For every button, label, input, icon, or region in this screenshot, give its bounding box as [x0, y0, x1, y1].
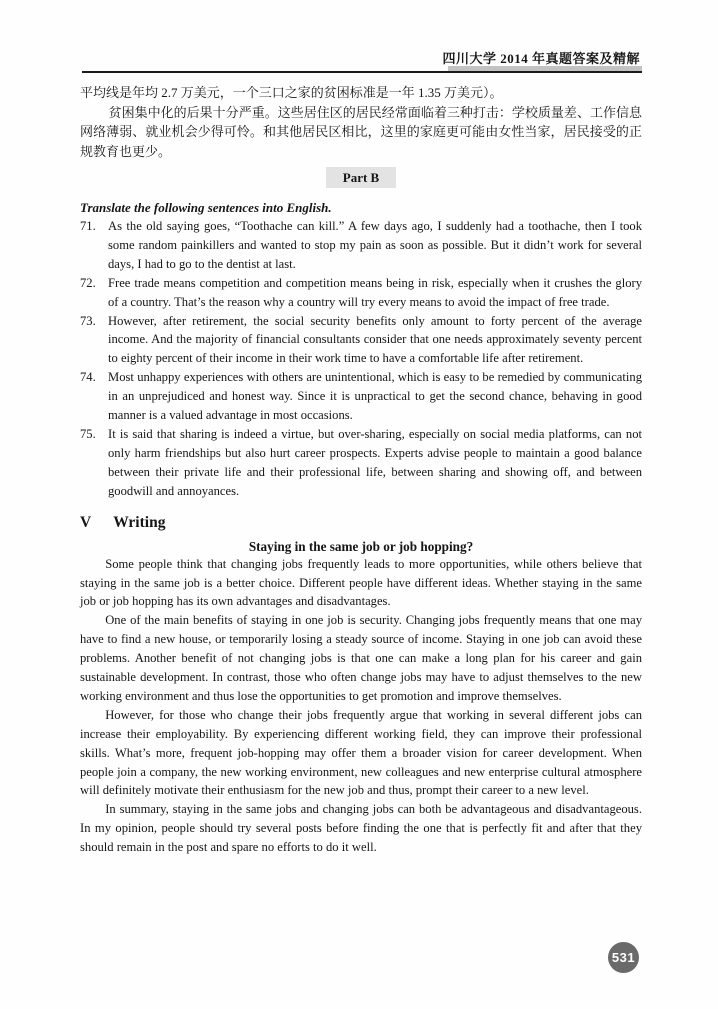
essay-paragraph-4: In summary, staying in the same jobs and changing jobs can both be advantageous and disadvantageous. In my opinion, people should try several posts before finding the one that is perfectly fit and after that they should remain in the post and spare no efforts to do it well. — [80, 802, 642, 855]
essay-title: Staying in the same job or job hopping? — [248, 538, 474, 554]
translation-item-75 — [80, 425, 642, 501]
intro-paragraph-1: 平均线是年均 2.7 万美元，一个三口之家的贫困标准是一年 1.35 万美元）。 — [80, 85, 503, 100]
essay-paragraph-2: One of the main benefits of staying in one job is security. Changing jobs frequently means that one may have to find a new house, or temporarily losing a steady source of income. Staying in one job can avoid these problems. Another benefit of not changing jobs is that one can make a long plan for his career and gain sustainable development. In contrast, those who often change jobs may have to adjust themselves to the new working environment and thus lose the opportunities to get promotion and improve themselves. — [80, 613, 642, 703]
section-number: V — [80, 513, 92, 531]
item-text: Free trade means competition and competition means being in risk, especially when it crushes the glory of a country. That’s the reason why a country will try every means to avoid the impact of free trade. — [108, 275, 642, 309]
header-rule — [82, 71, 642, 73]
section-title: Writing — [113, 513, 166, 531]
item-number: 71. — [80, 219, 96, 233]
translation-item-73 — [80, 312, 642, 369]
item-number: 74. — [80, 370, 96, 385]
item-text: However, after retirement, the social security benefits only amount to forty percent of the average income. And the majority of financial consultants consider that one needs approximately seventy percent to eighty percent of their income in their work time to have a comfortable life after retirement. — [108, 313, 642, 366]
item-text: It is said that sharing is indeed a virtue, but over-sharing, especially on social media platforms, can not only harm friendships but also hurt career prospects. Experts advise people to maintain a good balance between their private life and their professional life, between sharing and showing off, and between goodwill and annoyances. — [108, 426, 642, 498]
item-number: 72. — [80, 275, 96, 290]
translation-list — [80, 217, 642, 501]
item-text: Most unhappy experiences with others are unintentional, which is easy to be remedied by communicating in an unprejudiced and honest way. Since it is unpractical to get the second chance, behaving in good manner is a valued advantage in most occasions. — [108, 370, 642, 423]
page-content — [80, 83, 642, 857]
item-number: 75. — [80, 426, 96, 441]
intro-paragraph-2: 贫困集中化的后果十分严重。这些居住区的居民经常面临着三种打击：学校质量差、工作信息网络薄弱、就业机会少得可怜。和其他居民区相比，这里的家庭更可能由女性当家，居民接受的正规教育也更少。 — [80, 104, 642, 159]
translation-item-71 — [80, 217, 642, 274]
item-text: As the old saying goes, “Toothache can kill.” A few days ago, I suddenly had a toothache, then I took some random painkillers and wanted to stop my pain as soon as possible. But it didn’t work for several days, I had to go to the dentist at last. — [108, 219, 642, 271]
writing-section-heading — [80, 514, 642, 532]
item-number: 73. — [80, 313, 96, 328]
essay-paragraph-3: However, for those who change their jobs frequently argue that working in several different jobs can increase their employability. By experiencing different working field, they can improve their professional skills. What’s more, frequent job-hopping may offer them a broader vision for career development. When people join a company, the new working environment, new colleagues and new enterprise cultural atmosphere will definitely motivate their enthusiasm for the new job and thus, prompt their career to a new level. — [80, 707, 642, 798]
part-b-heading: Part B — [326, 167, 396, 188]
translation-instruction: Translate the following sentences into English. — [80, 200, 332, 215]
essay-body — [80, 555, 642, 858]
translation-item-72 — [80, 274, 642, 312]
essay-paragraph-1: Some people think that changing jobs frequently leads to more opportunities, while others believe that staying in the same job is a better choice. Different people have different ideas. Whether staying in the same job or job hopping has its own advantages and disadvantages. — [80, 556, 642, 609]
page-number-badge: 531 — [608, 942, 639, 973]
page-header-title: 四川大学 2014 年真题答案及精解 — [442, 51, 640, 66]
translation-item-74 — [80, 368, 642, 425]
